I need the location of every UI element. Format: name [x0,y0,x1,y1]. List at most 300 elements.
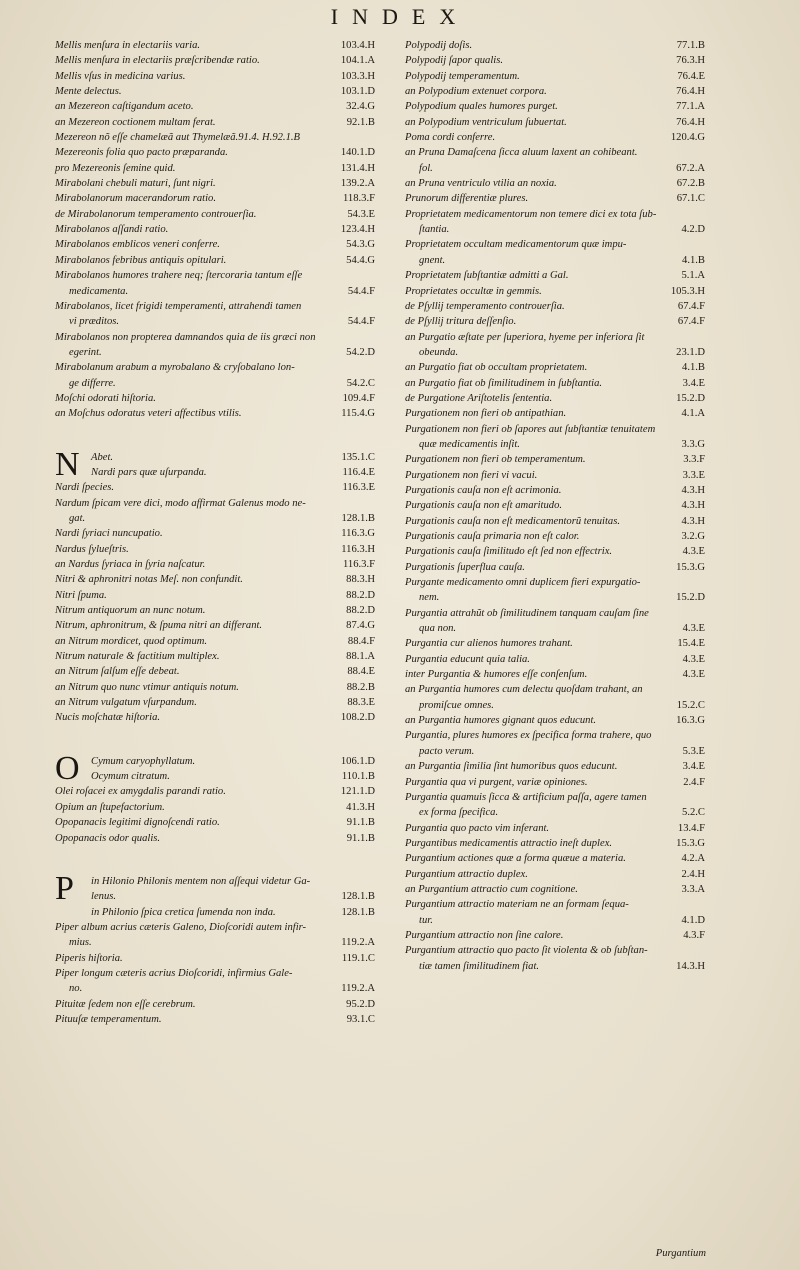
entry-reference: 4.3.H [681,515,705,527]
entry-text: Nardus ſylueſtris. [55,543,129,555]
entry-reference: 4.2.A [681,853,705,865]
entry-reference: 4.3.E [682,653,705,665]
entry-text: Purgantia attrahũt ob ſimilitudinem tanquam cauſam ſine [405,607,649,619]
entry-text: Pituuſæ temperamentum. [55,1013,162,1025]
entry-reference: 95.2.D [346,998,375,1010]
index-entry [405,468,705,483]
entry-reference: 15.2.D [676,592,705,604]
index-entry [55,800,375,815]
entry-text: an Pruna Damaſcena ſicca aluum laxent an cohibeant. [405,147,638,159]
entry-reference: 4.3.E [682,669,705,681]
entry-text: Purgantia qua vi purgent, variæ opiniones. [405,776,588,788]
entry-text: Proprietatem ſubſtantiæ admitti a Gal. [405,270,569,282]
entry-text: Purgationis cauſa ſimilitudo eſt ſed non effectrix. [405,546,613,558]
index-entry [55,465,375,480]
entry-text: Purgantium attractio quo pacto ſit violenta & ob ſubſtan- [405,945,648,957]
entry-text: an Moſchus odoratus veteri affectibus vtilis. [55,408,242,420]
index-entry [55,754,375,769]
entry-reference: 14.3.H [676,960,705,972]
entry-text: Ocymum citratum. [91,771,170,783]
entry-text: Nardi pars quæ uſurpanda. [91,466,207,478]
index-entry [55,1012,375,1027]
entry-text: Purgationis cauſa non eſt amaritudo. [405,500,563,512]
entry-reference: 76.4.H [676,86,705,98]
index-entry [405,207,705,222]
index-entry [405,69,705,84]
index-entry-continuation [55,981,375,996]
index-entry [55,237,375,252]
entry-reference: 3.4.E [682,377,705,389]
entry-text: an Nardus ſyriaca in ſyria naſcatur. [55,559,206,570]
entry-text: pro Mezereonis ſemine quid. [55,162,176,174]
entry-reference: 5.2.C [682,807,705,819]
entry-reference: 3.3.E [682,469,705,481]
entry-text: Purgationis ſuperflua cauſa. [405,561,525,573]
entry-text: Purgationis cauſa non eſt acrimonia. [405,484,562,496]
entry-text: de Purgatione Ariſtotelis ſententia. [405,392,553,404]
entry-reference: 103.1.D [340,86,375,98]
entry-reference: 103.4.H [340,40,375,51]
entry-reference: 4.1.A [681,408,705,420]
entry-text: Nardi ſpecies. [55,482,115,494]
entry-text: Mirabolani chebuli maturi, ſunt nigri. [55,178,216,190]
entry-reference: 23.1.D [676,346,705,358]
index-entry [55,130,375,145]
entry-reference: 88.3.H [346,574,375,586]
entry-reference: 116.3.G [341,528,375,540]
entry-reference: 121.1.D [340,786,375,798]
entry-reference: 5.3.E [682,745,705,757]
entry-reference: 2.4.F [683,776,705,788]
entry-reference: 67.4.F [677,316,705,328]
entry-reference: 54.4.F [347,316,375,328]
index-entry [55,176,375,191]
entry-text: Mirabolanos non propterea damnandos quia de iis græci non [55,331,316,343]
entry-text: an Mezereon coctionem multam ferat. [55,116,216,128]
index-entry [405,667,705,682]
entry-text: Mirabolanos, licet frigidi temperamenti, attrahendi tamen [55,300,302,312]
entry-reference: 54.4.F [347,285,375,297]
entry-reference: 87.4.G [346,620,375,632]
entry-text: Nitrum, aphronitrum, & ſpuma nitri an differant. [55,620,263,632]
entry-reference: 67.4.F [677,300,705,312]
section-gap [55,846,375,860]
index-entry [55,69,375,84]
entry-reference: 3.4.E [682,761,705,773]
index-entry [55,526,375,541]
entry-reference: 16.3.G [676,715,705,727]
index-entry-continuation [405,222,705,237]
entry-reference: 110.1.B [341,771,375,783]
index-entry [405,636,705,651]
entry-reference: 116.3.F [343,559,375,570]
entry-text: in Philonio ſpica cretica ſumenda non inda. [91,906,276,918]
entry-continuation-text: tur. [419,914,433,926]
index-entry [405,867,705,882]
entry-text: Piper longum cæteris acrius Dioſcoridi, infirmius Gale- [55,967,293,979]
entry-text: Mente delectus. [55,86,122,98]
entry-reference: 54.3.G [346,239,375,251]
entry-reference: 5.1.A [681,270,705,282]
index-entry [55,664,375,679]
entry-reference: 15.3.G [676,561,705,573]
right-column [405,38,705,974]
index-entry [55,406,375,421]
index-entry [55,53,375,68]
entry-reference: 88.1.A [346,651,375,663]
entry-reference: 120.4.G [670,132,705,144]
index-entry [55,161,375,176]
left-column [55,38,375,1027]
entry-reference: 88.2.D [346,605,375,617]
entry-reference: 88.2.B [346,681,375,693]
entry-text: an Nitrum mordicet, quod optimum. [55,635,208,647]
section-gap [55,422,375,436]
index-entry-continuation [405,913,705,928]
entry-text: Purgantia quo pacto vim inferant. [405,822,550,834]
entry-reference: 119.1.C [341,952,375,964]
index-entry-continuation [405,744,705,759]
entry-reference: 4.3.F [683,929,705,941]
index-entry [405,299,705,314]
entry-continuation-text: promiſcue omnes. [419,699,494,711]
entry-text: Purgantium attractio materiam ne an formam ſequa- [405,899,629,911]
entry-text: Piper album acrius cæteris Galeno, Dioſcoridi autem infir- [55,921,307,933]
entry-text: Proprietates occultæ in gemmis. [405,285,542,297]
entry-continuation-text: ge differre. [69,377,116,389]
entry-reference: 115.4.G [341,408,375,420]
entry-continuation-text: no. [69,983,83,995]
index-entry [55,496,375,511]
index-entry [405,606,705,621]
entry-reference: 15.2.C [676,699,705,711]
entry-text: Polypodium quales humores purget. [405,101,558,113]
entry-text: Mellis menſura in electariis præſcribendæ ratio. [55,55,260,67]
entry-reference: 128.1.B [341,906,375,918]
entry-text: Abet. [91,451,114,463]
entry-text: Nardum ſpicam vere dici, modo affirmat Galenus modo ne- [55,497,306,509]
entry-text: an Purgantium attractio cum cognitione. [405,883,578,895]
entry-reference: 131.4.H [340,162,375,174]
index-entry [405,145,705,160]
index-entry [405,821,705,836]
entry-reference: 54.3.E [347,208,375,220]
index-entry [55,84,375,99]
section-p [55,869,375,1027]
entry-text: Mirabolanos humores trahere neq; ſtercoraria tantum eſſe [55,270,303,282]
entry-text: Opium an ſtupefactorium. [55,801,165,813]
entry-reference: 15.3.G [676,837,705,849]
index-entry [405,314,705,329]
section-n [55,445,375,726]
index-entry [405,514,705,529]
index-entry-continuation [55,511,375,526]
index-entry [405,498,705,513]
entry-reference: 4.2.D [681,224,705,236]
index-entry [405,284,705,299]
entry-reference: 2.4.H [681,868,705,880]
index-entry [405,728,705,743]
index-entry [405,330,705,345]
entry-reference: 116.3.H [341,543,375,555]
entry-text: Purgationem non fieri ob antipathian. [405,408,567,420]
entry-reference: 108.2.D [340,712,375,724]
entry-reference: 4.3.H [681,484,705,496]
entry-reference: 91.1.B [346,832,375,844]
entry-text: Mirabolanos febribus antiquis opitulari. [55,254,227,266]
index-entry [55,557,375,572]
index-entry [405,483,705,498]
entry-text: an Nitrum ſalſum eſſe debeat. [55,666,180,678]
index-entry [405,422,705,437]
index-entry-continuation [55,889,375,904]
entry-text: Poma cordi conferre. [405,132,496,144]
entry-continuation-text: pacto verum. [419,745,475,757]
index-entry [405,176,705,191]
index-entry [405,836,705,851]
index-entry [405,575,705,590]
entry-text: Purgante medicamento omni duplicem fieri expurgatio- [405,577,641,589]
entry-text: an Purgatio fiat ob occultam proprietatem. [405,362,588,374]
entry-reference: 77.1.A [676,101,705,113]
entry-text: Purgantia cur alienos humores trahant. [405,638,573,650]
entry-continuation-text: ſtantia. [419,224,450,236]
index-entry [55,360,375,375]
entry-reference: 3.3.F [683,454,705,466]
entry-text: Mirabolanum arabum a myrobalano & cryſobalano lon- [55,362,295,374]
index-entry [55,710,375,725]
entry-reference: 123.4.H [340,224,375,236]
index-entry [405,713,705,728]
entry-continuation-text: egerint. [69,346,102,358]
index-entry [55,603,375,618]
entry-text: Purgantia educunt quia talia. [405,653,530,665]
entry-continuation-text: fol. [419,162,433,174]
entry-reference: 104.1.A [340,55,375,67]
entry-text: Purgantibus medicamentis attractio ineſt duplex. [405,837,613,849]
entry-text: Nitrum antiquorum an nunc notum. [55,605,206,617]
index-entry [405,544,705,559]
entry-reference: 88.4.E [347,666,375,678]
entry-reference: 119.2.A [341,983,375,995]
index-entry [55,572,375,587]
entry-text: an Purgatio fiat ob ſimilitudinem in ſubſtantia. [405,377,603,389]
entry-text: Purgationem non fieri vi vacui. [405,469,538,481]
index-entry [55,680,375,695]
entry-reference: 118.3.F [343,193,375,205]
index-entry [405,130,705,145]
entry-text: de Mirabolanorum temperamento controuerſia. [55,208,257,220]
entry-reference: 103.3.H [340,70,375,82]
index-entry [405,84,705,99]
index-entry [405,53,705,68]
index-entry-continuation [405,161,705,176]
entry-text: de Pſyllij tritura deſſenſio. [405,316,517,328]
index-entry-continuation [405,253,705,268]
index-entry [55,951,375,966]
index-entry [55,253,375,268]
entry-text: an Purgantia humores cum delectu quoſdam trahant, an [405,684,643,696]
index-entry [55,145,375,160]
index-entry [405,943,705,958]
index-entry-continuation [55,376,375,391]
entry-continuation-text: ex forma ſpecifica. [419,807,499,819]
index-entry [405,115,705,130]
entry-reference: 4.1.B [682,362,705,374]
index-entry [405,682,705,697]
catchword: Purgantium [655,1248,706,1259]
index-entry [405,790,705,805]
entry-text: Moſchi odorati hiſtoria. [55,392,156,404]
entry-text: an Purgantia ſimilia ſint humoribus quos educunt. [405,761,618,773]
section-gap [55,740,375,754]
entry-text: Olei roſacei ex amygdalis parandi ratio. [55,786,226,798]
entry-reference: 91.1.B [346,817,375,829]
index-entry [405,406,705,421]
index-entry-continuation [405,805,705,820]
entry-reference: 88.3.E [347,697,375,709]
entry-reference: 54.2.C [346,377,375,389]
entry-reference: 128.1.B [341,512,375,524]
index-entry-continuation [55,314,375,329]
index-entry [55,207,375,222]
entry-text: an Mezereon caſtigandum aceto. [55,101,194,113]
entry-continuation-text: mius. [69,937,92,949]
index-entry-continuation [405,590,705,605]
index-entry [55,815,375,830]
entry-text: Mirabolanos aſſandi ratio. [55,224,169,236]
index-entry-continuation [55,345,375,360]
entry-reference: 4.3.E [682,623,705,635]
section-o [55,749,375,846]
index-entry [55,966,375,981]
index-entry [55,115,375,130]
entry-text: de Pſyllij temperamento controuerſia. [405,300,565,312]
index-entry [405,268,705,283]
index-entry [405,191,705,206]
entry-text: Polypodij ſapor qualis. [405,55,503,67]
entry-reference: 3.2.G [681,531,705,542]
index-entry-continuation [405,621,705,636]
entry-reference: 15.2.D [676,392,705,404]
index-entry [55,588,375,603]
index-entry-continuation [405,959,705,974]
entry-text: Proprietatem occultam medicamentorum quæ impu- [405,239,627,251]
entry-text: Mellis vſus in medicina varius. [55,70,186,82]
entry-text: an Nitrum quo nunc vtimur antiquis notum. [55,681,239,693]
section-initial: P [55,869,74,907]
entry-reference: 41.3.H [346,801,375,813]
index-entry [55,874,375,889]
entry-reference: 119.2.A [341,937,375,949]
entry-text: Mezereon nõ eſſe chamelæã aut Thymelæã.91.4. H.92.1.B [55,132,300,144]
entry-continuation-text: gnent. [419,254,446,266]
index-entry [405,529,705,544]
entry-continuation-text: quæ medicamentis inſit. [419,438,520,450]
entry-reference: 139.2.A [340,178,375,190]
entry-text: Nardi ſyriaci nuncupatio. [55,528,163,540]
entry-text: an Pruna ventriculo vtilia an noxia. [405,178,557,190]
index-entry [405,99,705,114]
entry-continuation-text: vi præditos. [69,316,120,328]
section-gap [55,860,375,874]
entry-reference: 116.3.E [342,482,375,494]
entry-reference: 3.3.A [681,883,705,895]
index-entry [55,831,375,846]
entry-text: Purgationis cauſa non eſt medicamentorũ tenuitas. [405,515,620,527]
entry-reference: 67.1.C [676,193,705,205]
entry-text: an Purgantia humores gignant quos educunt. [405,715,597,727]
index-entry [405,360,705,375]
entry-text: Mirabolanos emblicos veneri conferre. [55,239,220,251]
entry-text: Proprietatem medicamentorum non temere dici ex tota ſub- [405,208,657,220]
index-entry [405,882,705,897]
page-title: INDEX [330,4,470,29]
entry-text: Pituitæ ſedem non eſſe cerebrum. [55,998,196,1010]
entry-text: Opopanacis odor qualis. [55,832,161,844]
index-entry [55,191,375,206]
section-gap [55,436,375,450]
entry-reference: 128.1.B [341,891,375,903]
entry-continuation-text: nem. [419,592,440,604]
entry-reference: 54.4.G [346,254,375,266]
index-entry-continuation [405,345,705,360]
entry-reference: 105.3.H [670,285,705,297]
entry-reference: 4.3.E [682,546,705,558]
entry-reference: 106.1.D [340,755,375,767]
index-entry [55,480,375,495]
entry-text: Purgationis cauſa primaria non eſt calor. [405,531,580,542]
index-entry [405,897,705,912]
entry-text: Purgantium attractio non ſine calore. [405,929,564,941]
entry-reference: 67.2.B [676,178,705,190]
entry-reference: 135.1.C [341,451,375,463]
entry-continuation-text: tiæ tamen ſimilitudinem fiat. [419,960,540,972]
entry-text: Opopanacis legitimi dignoſcendi ratio. [55,817,220,829]
index-entry [55,649,375,664]
entry-text: an Purgatio æſtate per ſuperiora, hyeme per inferiora ſit [405,331,645,343]
entry-reference: 116.4.E [342,466,375,478]
index-entry [405,775,705,790]
index-entry [405,38,705,53]
index-entry [405,391,705,406]
entry-text: Mezereonis folia quo pacto præparanda. [55,147,228,159]
section-gap [55,726,375,740]
entry-reference: 93.1.C [346,1013,375,1025]
entry-reference: 13.4.F [677,822,705,834]
entry-reference: 4.1.B [682,254,705,266]
index-entry [405,452,705,467]
index-entry [55,99,375,114]
entry-text: Polypodij doſis. [405,40,473,51]
index-entry [405,237,705,252]
index-entry-continuation [55,284,375,299]
index-entry [55,38,375,53]
index-entry [55,634,375,649]
index-entry [405,851,705,866]
entry-text: Polypodij temperamentum. [405,70,520,82]
entry-text: Purgationem non fieri ob temperamentum. [405,454,586,466]
entry-continuation-text: qua non. [419,623,457,635]
section-initial: O [55,749,80,787]
index-entry [405,560,705,575]
entry-text: Purgationem non fieri ob ſapores aut ſubſtantiæ tenuitatem [405,423,656,435]
entry-text: Nitri ſpuma. [55,589,107,601]
entry-continuation-text: lenus. [91,891,117,903]
entry-text: Nucis moſchatæ hiſtoria. [55,712,161,724]
entry-text: Purgantium attractio duplex. [405,868,528,880]
index-entry [55,391,375,406]
